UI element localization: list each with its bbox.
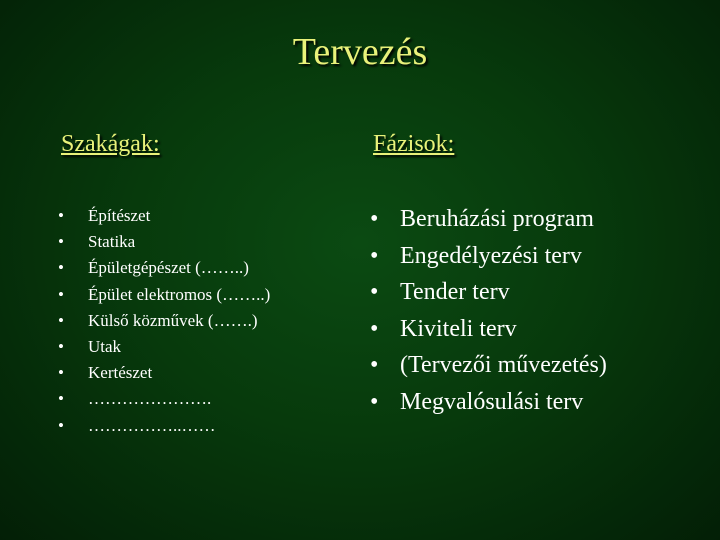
phases-list xyxy=(370,201,710,421)
list-item-text: ……………..…… xyxy=(88,415,216,435)
list-item-text: Épületgépészet (……..) xyxy=(88,258,249,278)
list-item xyxy=(58,360,358,386)
list-item xyxy=(370,238,710,275)
list-item xyxy=(370,274,710,311)
list-item xyxy=(58,413,358,439)
list-item-text: Építészet xyxy=(88,206,151,225)
bullet-icon: • xyxy=(370,279,379,306)
bullet-icon: • xyxy=(58,232,64,252)
list-item-text: Utak xyxy=(88,336,122,356)
list-item xyxy=(58,282,358,308)
bullet-icon: • xyxy=(58,206,64,225)
bullet-icon: • xyxy=(370,388,379,415)
bullet-icon: • xyxy=(58,310,64,330)
list-item xyxy=(58,386,358,412)
bullet-icon: • xyxy=(58,363,64,383)
phases-heading: Fázisok: xyxy=(373,131,455,157)
list-item xyxy=(58,255,358,281)
list-item xyxy=(58,203,358,229)
list-item xyxy=(370,347,710,384)
list-item-text: …………………. xyxy=(88,389,212,409)
list-item-text: Épület elektromos (……..) xyxy=(88,284,271,304)
bullet-icon: • xyxy=(58,284,64,304)
bullet-icon: • xyxy=(58,415,64,435)
disciplines-heading: Szakágak: xyxy=(61,131,160,157)
bullet-icon: • xyxy=(58,389,64,409)
list-item xyxy=(370,201,710,238)
bullet-icon: • xyxy=(370,206,379,232)
bullet-icon: • xyxy=(370,242,379,269)
bullet-icon: • xyxy=(58,336,64,356)
list-item xyxy=(370,384,710,421)
bullet-icon: • xyxy=(370,315,379,342)
list-item xyxy=(370,311,710,348)
bullet-icon: • xyxy=(370,352,379,379)
list-item xyxy=(58,334,358,360)
list-item xyxy=(58,308,358,334)
list-item-text: Tender terv xyxy=(400,279,510,306)
slide-title: Tervezés xyxy=(292,31,428,73)
list-item-text: Kiviteli terv xyxy=(400,315,517,342)
list-item-text: Beruházási program xyxy=(400,206,594,232)
list-item-text: Kertészet xyxy=(88,363,153,383)
list-item xyxy=(58,229,358,255)
list-item-text: Megvalósulási terv xyxy=(400,388,584,415)
disciplines-list xyxy=(58,203,358,439)
list-item-text: Engedélyezési terv xyxy=(400,242,582,269)
bullet-icon: • xyxy=(58,258,64,278)
list-item-text: (Tervezői művezetés) xyxy=(400,352,607,379)
list-item-text: Külső közművek (…….) xyxy=(88,310,258,330)
list-item-text: Statika xyxy=(88,232,136,252)
